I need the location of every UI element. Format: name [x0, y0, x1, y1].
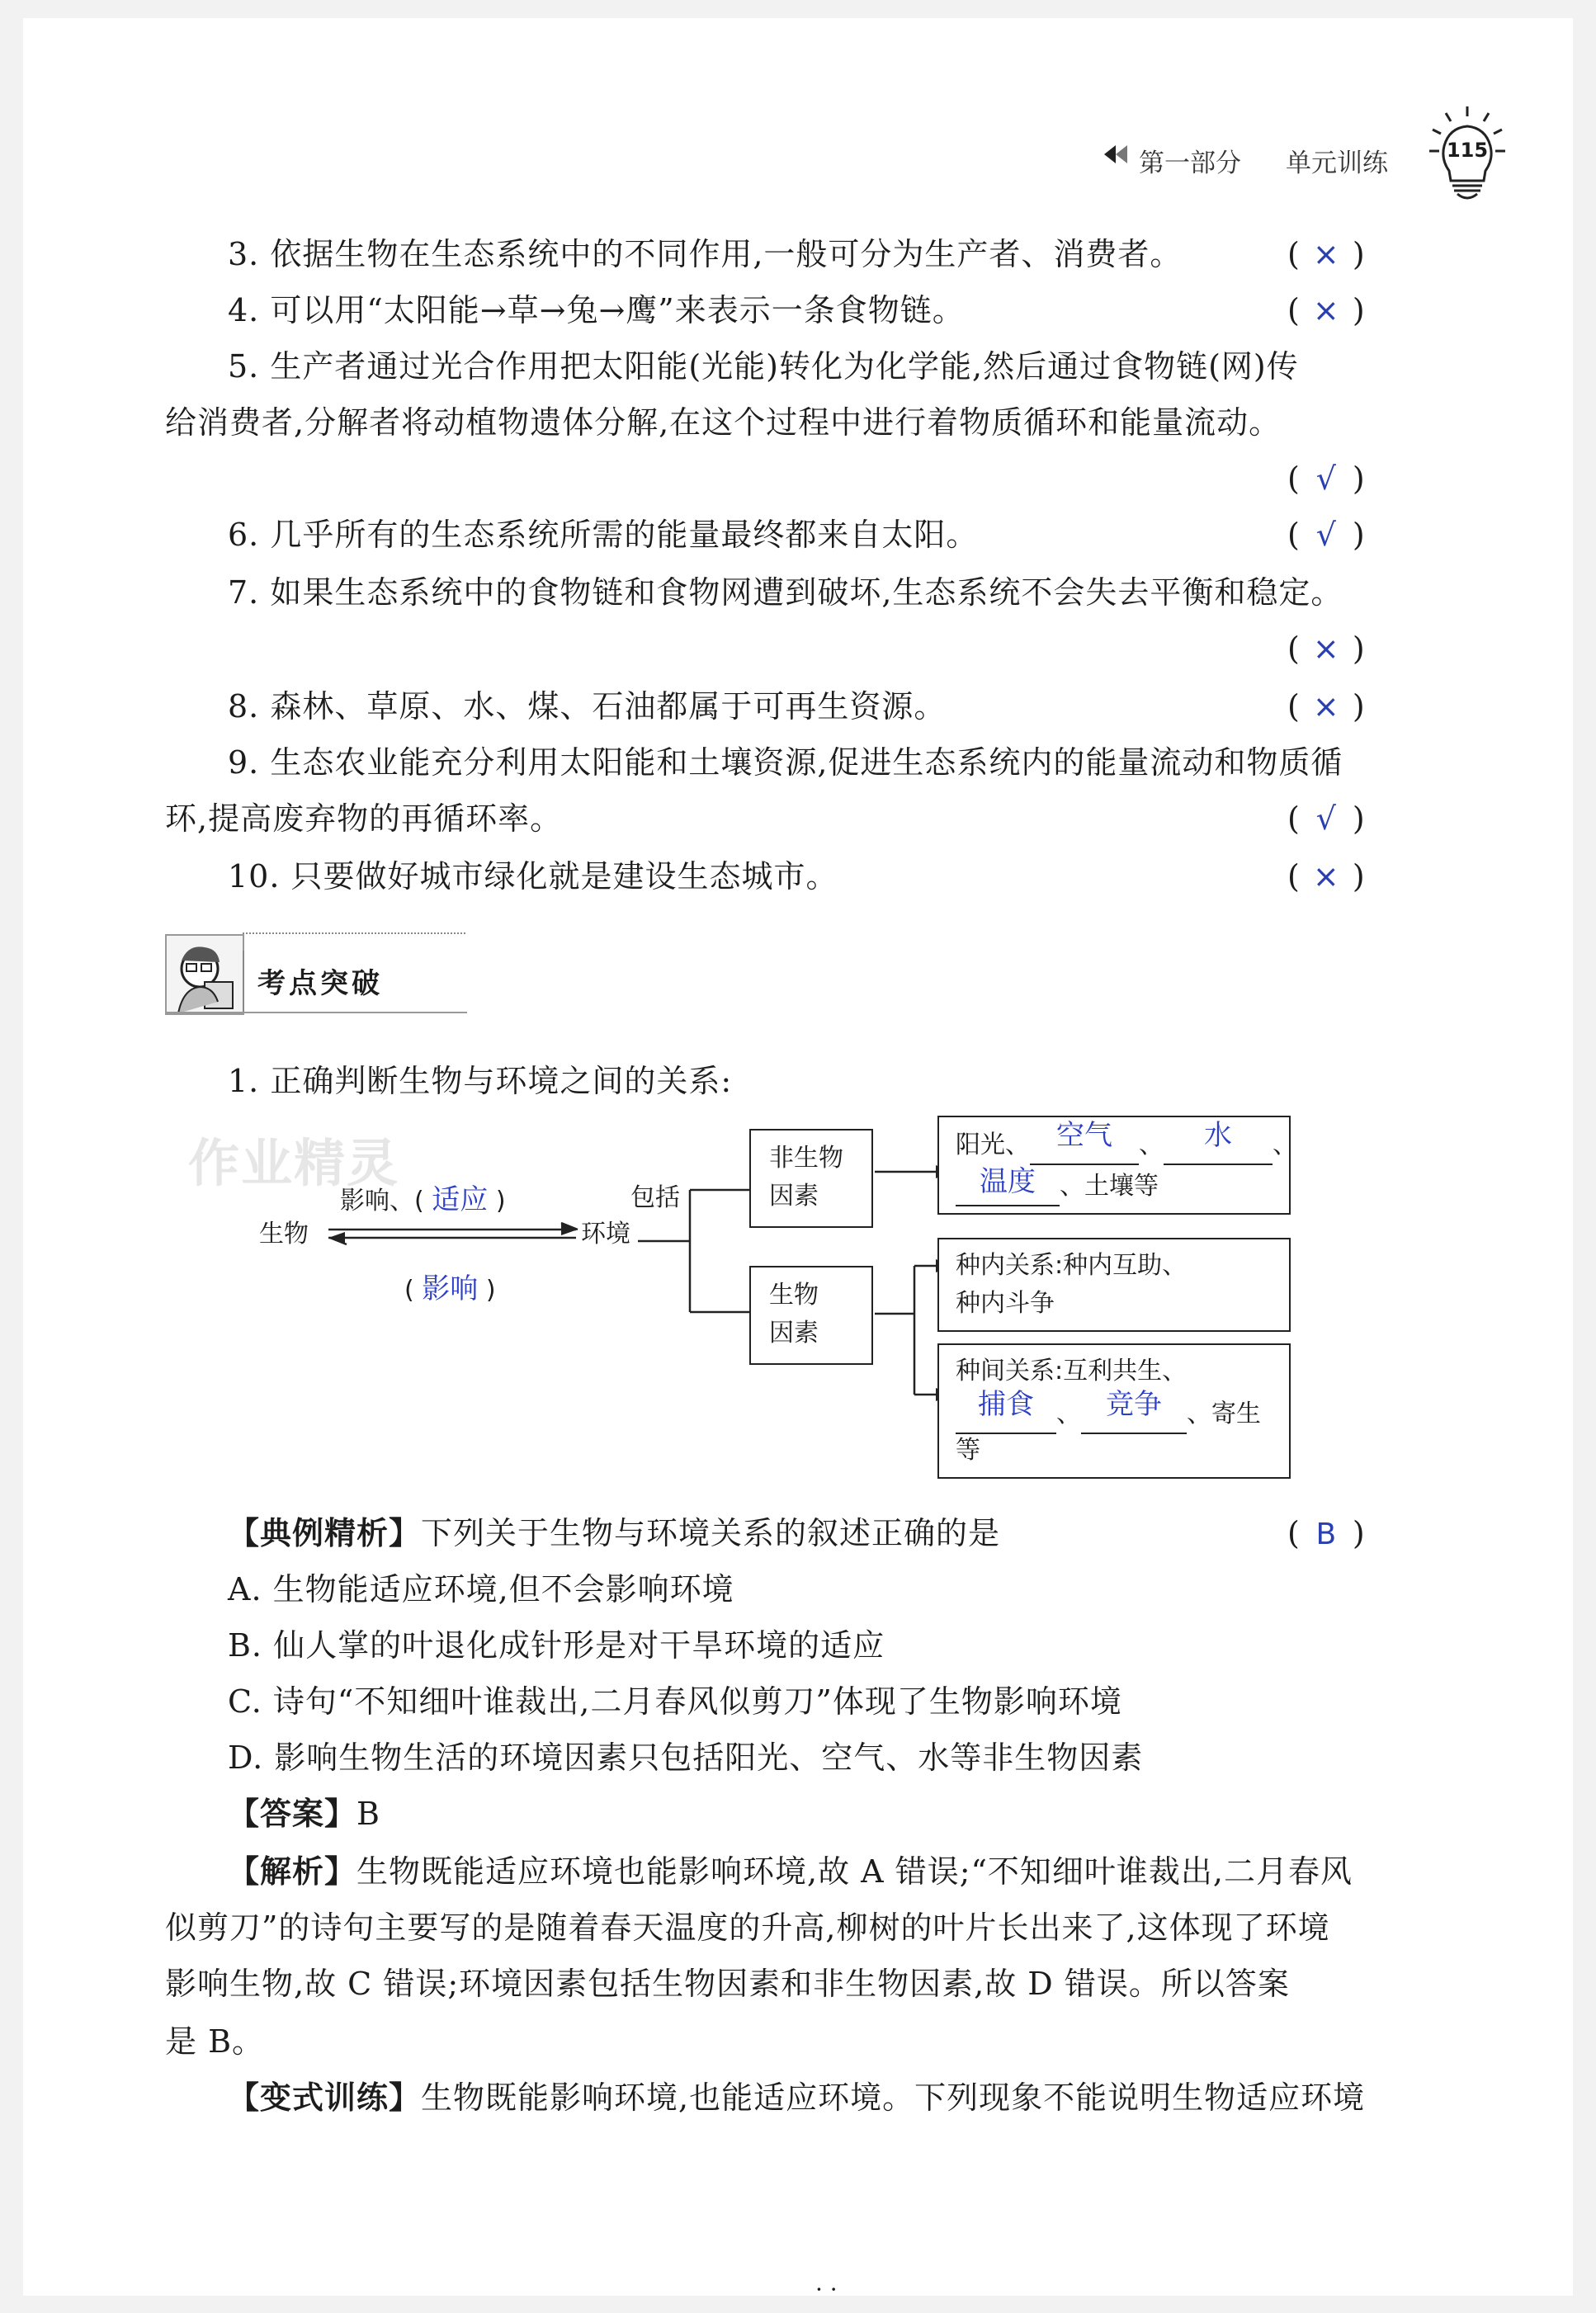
diagram-influence-open: (: [404, 1276, 414, 1305]
item-8-paren: ( × ): [1287, 688, 1365, 725]
question-1: 1. 正确判断生物与环境之间的关系:: [228, 1063, 733, 1099]
item-5-line2: 给消费者,分解者将动植物遗体分解,在这个过程中进行着物质循环和能量流动。: [165, 404, 1282, 441]
answer-line: [228, 1794, 380, 1834]
interspecific-sep: 、: [1056, 1400, 1081, 1428]
diagram-include: 包括: [630, 1183, 680, 1212]
page: [23, 18, 1573, 2303]
item-6-answer: √: [1315, 517, 1336, 553]
abiotic-sep: 、: [1139, 1131, 1164, 1159]
abiotic-prefix: 阳光、: [956, 1131, 1030, 1159]
item-3-paren: ( × ): [1287, 236, 1365, 272]
section-title: 考点突破: [257, 967, 383, 1000]
item-10-paren: ( × ): [1287, 858, 1365, 895]
item-6: 6. 几乎所有的生态系统所需的能量最终都来自太阳。: [228, 517, 979, 553]
analysis-text-1: 生物既能适应环境也能影响环境,故 A 错误;“不知细叶谁裁出,二月春风: [357, 1853, 1353, 1890]
item-9-line2: 环,提高废弃物的再循环率。: [165, 800, 563, 837]
example-label: 【典例精析】: [228, 1514, 422, 1551]
answer-text: B: [357, 1796, 380, 1832]
abiotic-factors-line1: [956, 1119, 1297, 1165]
analysis-line1: [228, 1852, 1353, 1891]
intraspecific-line1: 种内关系:种内互助、: [956, 1251, 1188, 1280]
diagram-influence-close: ): [485, 1276, 496, 1305]
example-paren: ( B ): [1287, 1513, 1365, 1555]
header-part: 第一部分: [1139, 149, 1241, 178]
item-3: 3. 依据生物在生态系统中的不同作用,一般可分为生产者、消费者。: [228, 236, 1183, 272]
page-number: 115: [1446, 139, 1489, 162]
item-9-line1: 9. 生态农业能充分利用太阳能和土壤资源,促进生态系统内的能量流动和物质循: [228, 744, 1343, 781]
interspecific-line1: 种间关系:互利共生、: [956, 1357, 1188, 1385]
answer-competition: 竞争: [1106, 1388, 1162, 1421]
analysis-line2: 似剪刀”的诗句主要写的是随着春天温度的升高,柳树的叶片长出来了,这体现了环境: [165, 1909, 1330, 1946]
example-answer: B: [1315, 1518, 1337, 1551]
variant-text: 生物既能影响环境,也能适应环境。下列现象不能说明生物适应环境: [421, 2079, 1366, 2116]
example-option-a: A. 生物能适应环境,但不会影响环境: [228, 1571, 734, 1607]
item-10-answer: ×: [1312, 858, 1339, 895]
intraspecific-line2: 种内斗争: [956, 1289, 1055, 1318]
diagram-adapt-answer: 适应: [432, 1183, 489, 1216]
item-9-paren: ( √ ): [1287, 800, 1365, 837]
header-section: 单元训练: [1286, 149, 1388, 178]
answer-water: 水: [1204, 1119, 1232, 1152]
diagram-influence-adapt: [340, 1182, 506, 1220]
analysis-line3: 影响生物,故 C 错误;环境因素包括生物因素和非生物因素,故 D 错误。所以答案: [165, 1966, 1290, 2002]
interspecific-tail: 、寄生: [1187, 1400, 1261, 1428]
abiotic-tail: 、土壤等: [1060, 1172, 1159, 1201]
box-interspecific: [937, 1343, 1291, 1479]
diagram-influence-adapt-prefix: 影响、(: [340, 1187, 424, 1216]
example-option-c: C. 诗句“不知细叶谁裁出,二月春风似剪刀”体现了生物影响环境: [228, 1683, 1122, 1720]
item-4: 4. 可以用“太阳能→草→兔→鹰”来表示一条食物链。: [228, 292, 965, 328]
item-7-answer: ×: [1312, 630, 1339, 667]
example-option-b: B. 仙人掌的叶退化成针形是对干旱环境的适应: [228, 1627, 885, 1664]
diagram-influence: [404, 1271, 496, 1309]
item-4-answer: ×: [1312, 292, 1339, 328]
item-6-paren: ( √ ): [1287, 517, 1365, 553]
box-intraspecific: [937, 1238, 1291, 1332]
diagram-organism: 生物: [259, 1220, 309, 1249]
variant-label: 【变式训练】: [228, 2079, 422, 2116]
item-10: 10. 只要做好城市绿化就是建设生态城市。: [228, 858, 838, 895]
item-7: 7. 如果生态系统中的食物链和食物网遭到破坏,生态系统不会失去平衡和稳定。: [228, 574, 1343, 611]
answer-temperature: 温度: [980, 1165, 1036, 1198]
footer-dots: · ·: [815, 2276, 838, 2303]
answer-air: 空气: [1056, 1119, 1112, 1152]
diagram-influence-adapt-close: ): [495, 1187, 506, 1216]
item-5-answer: √: [1315, 460, 1336, 497]
item-8-answer: ×: [1312, 688, 1339, 725]
item-9-answer: √: [1315, 800, 1336, 837]
box-abiotic-factors: [937, 1116, 1297, 1215]
answer-label: 【答案】: [228, 1795, 357, 1832]
item-5-paren: ( √ ): [1287, 460, 1365, 497]
box-biotic: [749, 1266, 873, 1365]
diagram-environment: 环境: [581, 1220, 630, 1249]
interspecific-line3: 等: [956, 1436, 980, 1465]
example-question: [228, 1513, 1000, 1553]
watermark: 作业精灵: [188, 1133, 400, 1193]
item-5-line1: 5. 生产者通过光合作用把太阳能(光能)转化为化学能,然后通过食物链(网)传: [228, 348, 1299, 385]
box-abiotic-line2: 因素: [769, 1182, 819, 1211]
item-8: 8. 森林、草原、水、煤、石油都属于可再生资源。: [228, 688, 947, 725]
analysis-label: 【解析】: [228, 1853, 357, 1890]
example-question-text: 下列关于生物与环境关系的叙述正确的是: [421, 1515, 1001, 1551]
example-option-d: D. 影响生物生活的环境因素只包括阳光、空气、水等非生物因素: [228, 1739, 1144, 1776]
item-7-paren: ( × ): [1287, 630, 1365, 667]
box-biotic-line2: 因素: [769, 1319, 819, 1348]
variant-line: [228, 2078, 1365, 2117]
abiotic-sep-2: 、: [1273, 1131, 1297, 1159]
abiotic-factors-line2: [956, 1167, 1159, 1206]
box-abiotic: [749, 1129, 873, 1228]
diagram-influence-answer: 影响: [422, 1272, 479, 1305]
interspecific-line2: [956, 1388, 1261, 1434]
item-3-answer: ×: [1312, 236, 1339, 272]
item-4-paren: ( × ): [1287, 292, 1365, 328]
box-biotic-line1: 生物: [769, 1281, 819, 1310]
box-abiotic-line1: 非生物: [769, 1144, 843, 1173]
analysis-line4: 是 B。: [165, 2023, 265, 2060]
answer-predation: 捕食: [978, 1388, 1034, 1421]
